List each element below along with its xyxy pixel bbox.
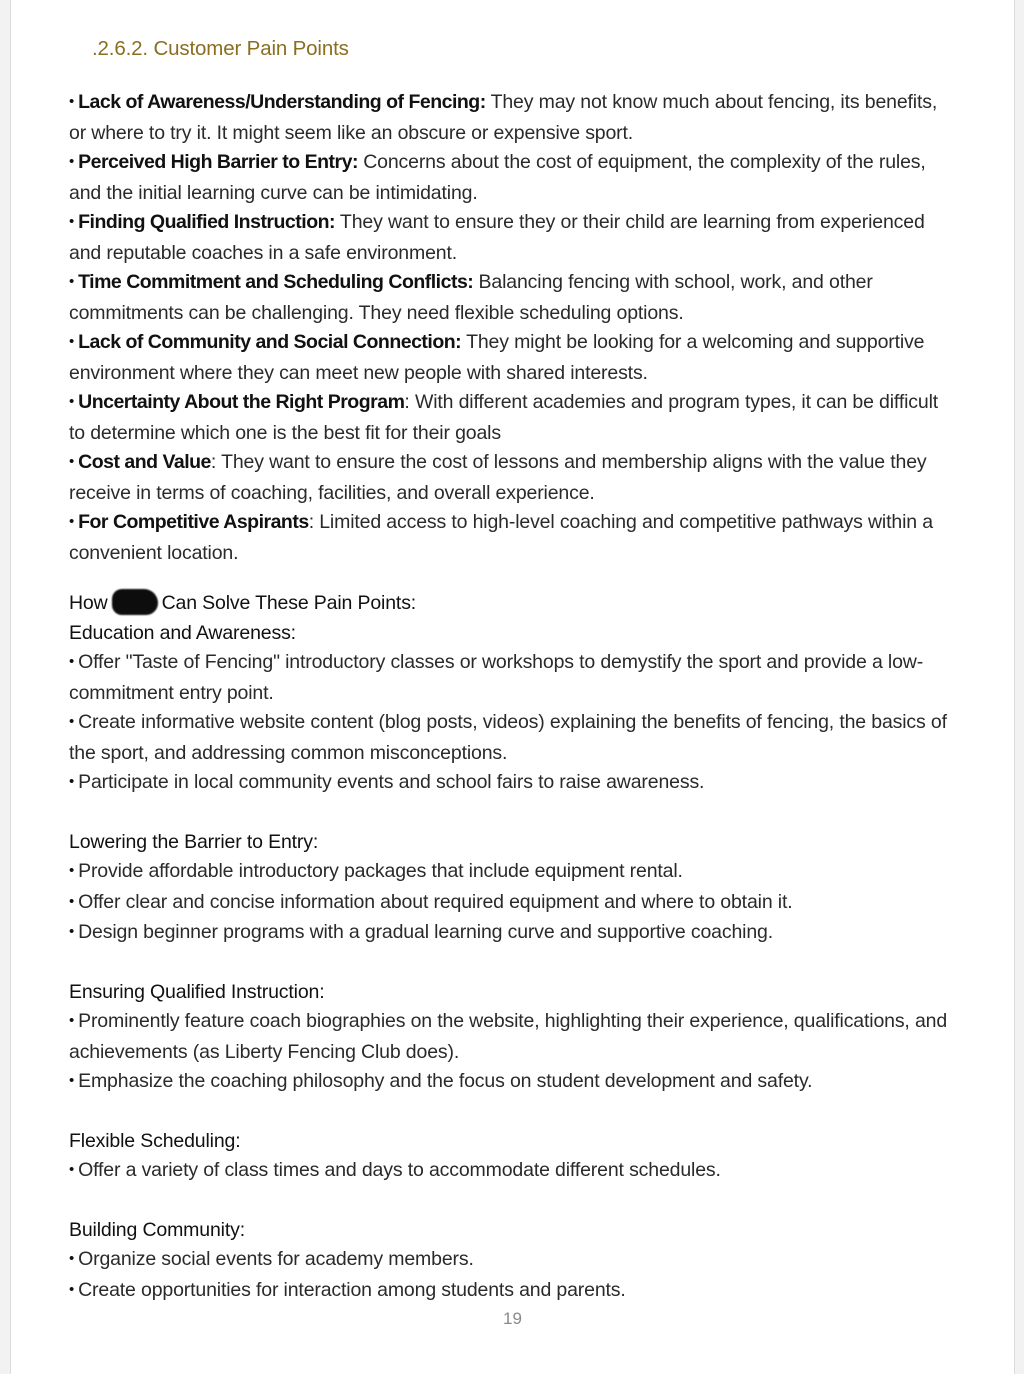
pain-point-text: They want to ensure they or their child are learning from experienced and reputable coaches in a safe environment. xyxy=(69,211,925,264)
solutions-heading xyxy=(69,589,959,619)
page-number: 19 xyxy=(503,1309,522,1328)
pain-point-item xyxy=(69,268,959,328)
pain-point-item xyxy=(69,88,959,148)
solution-text: Prominently feature coach biographies on the website, highlighting their experience, qualifications, and achievements (as Liberty Fencing Club does). xyxy=(69,1010,948,1063)
solution-text: Offer "Taste of Fencing" introductory classes or workshops to demystify the sport and provide a low-commitment entry point. xyxy=(69,651,924,704)
pain-point-text: They may not know much about fencing, its benefits, or where to try it. It might seem like an obscure or expensive sport. xyxy=(69,91,938,144)
pain-point-title: For Competitive Aspirants xyxy=(78,511,309,533)
solution-item xyxy=(69,1067,959,1098)
bullet-icon: • xyxy=(69,273,75,290)
solution-group-scheduling xyxy=(69,1127,959,1187)
solution-group-education xyxy=(69,619,959,799)
solution-item xyxy=(69,1156,959,1187)
group-title: Flexible Scheduling: xyxy=(69,1129,241,1152)
solution-item xyxy=(69,768,959,799)
redaction-mark xyxy=(112,589,158,615)
bullet-icon: • xyxy=(69,213,75,230)
solution-text: Provide affordable introductory packages that include equipment rental. xyxy=(78,860,683,882)
pain-point-title: Cost and Value xyxy=(78,451,211,473)
solution-item xyxy=(69,918,959,949)
solution-group-community xyxy=(69,1216,959,1307)
bullet-icon: • xyxy=(69,153,75,170)
solutions-section xyxy=(69,589,959,1335)
section-heading: .2.6.2. Customer Pain Points xyxy=(92,37,349,60)
solution-text: Create informative website content (blog posts, videos) explaining the benefits of fencing, the basics of the sport, and addressing common misconceptions. xyxy=(69,711,947,764)
pain-point-item xyxy=(69,148,959,208)
solution-item xyxy=(69,1007,959,1067)
bullet-icon: • xyxy=(69,923,75,940)
bullet-icon: • xyxy=(69,333,75,350)
bullet-icon: • xyxy=(69,653,75,670)
pain-point-text: : They want to ensure the cost of lessons and membership aligns with the value they receive in terms of coaching, facilities, and overall experience. xyxy=(69,451,927,504)
pain-points-list xyxy=(69,88,959,568)
pain-point-title: Perceived High Barrier to Entry: xyxy=(78,151,358,173)
pain-point-item xyxy=(69,448,959,508)
pain-point-item xyxy=(69,388,959,448)
pain-point-text: : Limited access to high-level coaching and competitive pathways within a convenient location. xyxy=(69,511,933,564)
document-page xyxy=(10,0,1015,1374)
solution-text: Create opportunities for interaction among students and parents. xyxy=(78,1278,626,1301)
solution-group-instruction xyxy=(69,978,959,1098)
bullet-icon: • xyxy=(69,1280,75,1298)
solution-text: Offer clear and concise information about required equipment and where to obtain it. xyxy=(78,890,793,913)
solution-text: Organize social events for academy members. xyxy=(78,1248,474,1270)
bullet-icon: • xyxy=(69,453,75,470)
group-title: Building Community: xyxy=(69,1218,245,1241)
group-title: Education and Awareness: xyxy=(69,621,296,644)
solutions-heading-prefix: How xyxy=(69,592,108,614)
pain-point-text: : With different academies and program types, it can be difficult to determine which one is the best fit for their goals xyxy=(69,391,939,444)
pain-point-title: Time Commitment and Scheduling Conflicts: xyxy=(78,271,474,293)
solution-text: Offer a variety of class times and days to accommodate different schedules. xyxy=(78,1159,721,1181)
pain-point-text: They might be looking for a welcoming and supportive environment where they can meet new people with shared interests. xyxy=(69,331,925,384)
solution-text: Design beginner programs with a gradual learning curve and supportive coaching. xyxy=(78,921,774,943)
pain-point-text: Balancing fencing with school, work, and other commitments can be challenging. They need flexible scheduling options. xyxy=(69,271,873,324)
bullet-icon: • xyxy=(69,93,75,110)
bullet-icon: • xyxy=(69,513,75,530)
solution-group-barrier xyxy=(69,828,959,949)
solution-item xyxy=(69,888,959,919)
pain-point-title: Finding Qualified Instruction: xyxy=(78,211,336,233)
solution-item xyxy=(69,708,959,768)
solution-item xyxy=(69,857,959,888)
pain-point-item xyxy=(69,328,959,388)
bullet-icon: • xyxy=(69,1161,75,1178)
bullet-icon: • xyxy=(69,892,75,910)
group-title: Ensuring Qualified Instruction: xyxy=(69,980,325,1003)
bullet-icon: • xyxy=(69,773,75,790)
pain-point-item xyxy=(69,208,959,268)
pain-point-text: Concerns about the cost of equipment, the complexity of the rules, and the initial learning curve can be intimidating. xyxy=(69,151,926,204)
group-title: Lowering the Barrier to Entry: xyxy=(69,830,319,853)
pain-point-item xyxy=(69,508,959,568)
bullet-icon: • xyxy=(69,1012,75,1029)
bullet-icon: • xyxy=(69,713,75,730)
pain-point-title: Lack of Community and Social Connection: xyxy=(78,331,462,353)
solution-text: Emphasize the coaching philosophy and the focus on student development and safety. xyxy=(78,1070,813,1092)
solutions-heading-suffix: Can Solve These Pain Points: xyxy=(161,592,417,614)
solution-item xyxy=(69,1245,959,1276)
solution-text: Participate in local community events and school fairs to raise awareness. xyxy=(78,771,705,793)
pain-point-title: Lack of Awareness/Understanding of Fencing: xyxy=(78,91,486,113)
solution-item xyxy=(69,648,959,708)
bullet-icon: • xyxy=(69,393,75,410)
bullet-icon: • xyxy=(69,1072,75,1089)
pain-point-title: Uncertainty About the Right Program xyxy=(78,391,405,413)
bullet-icon: • xyxy=(69,1250,75,1267)
solution-item xyxy=(69,1276,959,1307)
bullet-icon: • xyxy=(69,862,75,879)
